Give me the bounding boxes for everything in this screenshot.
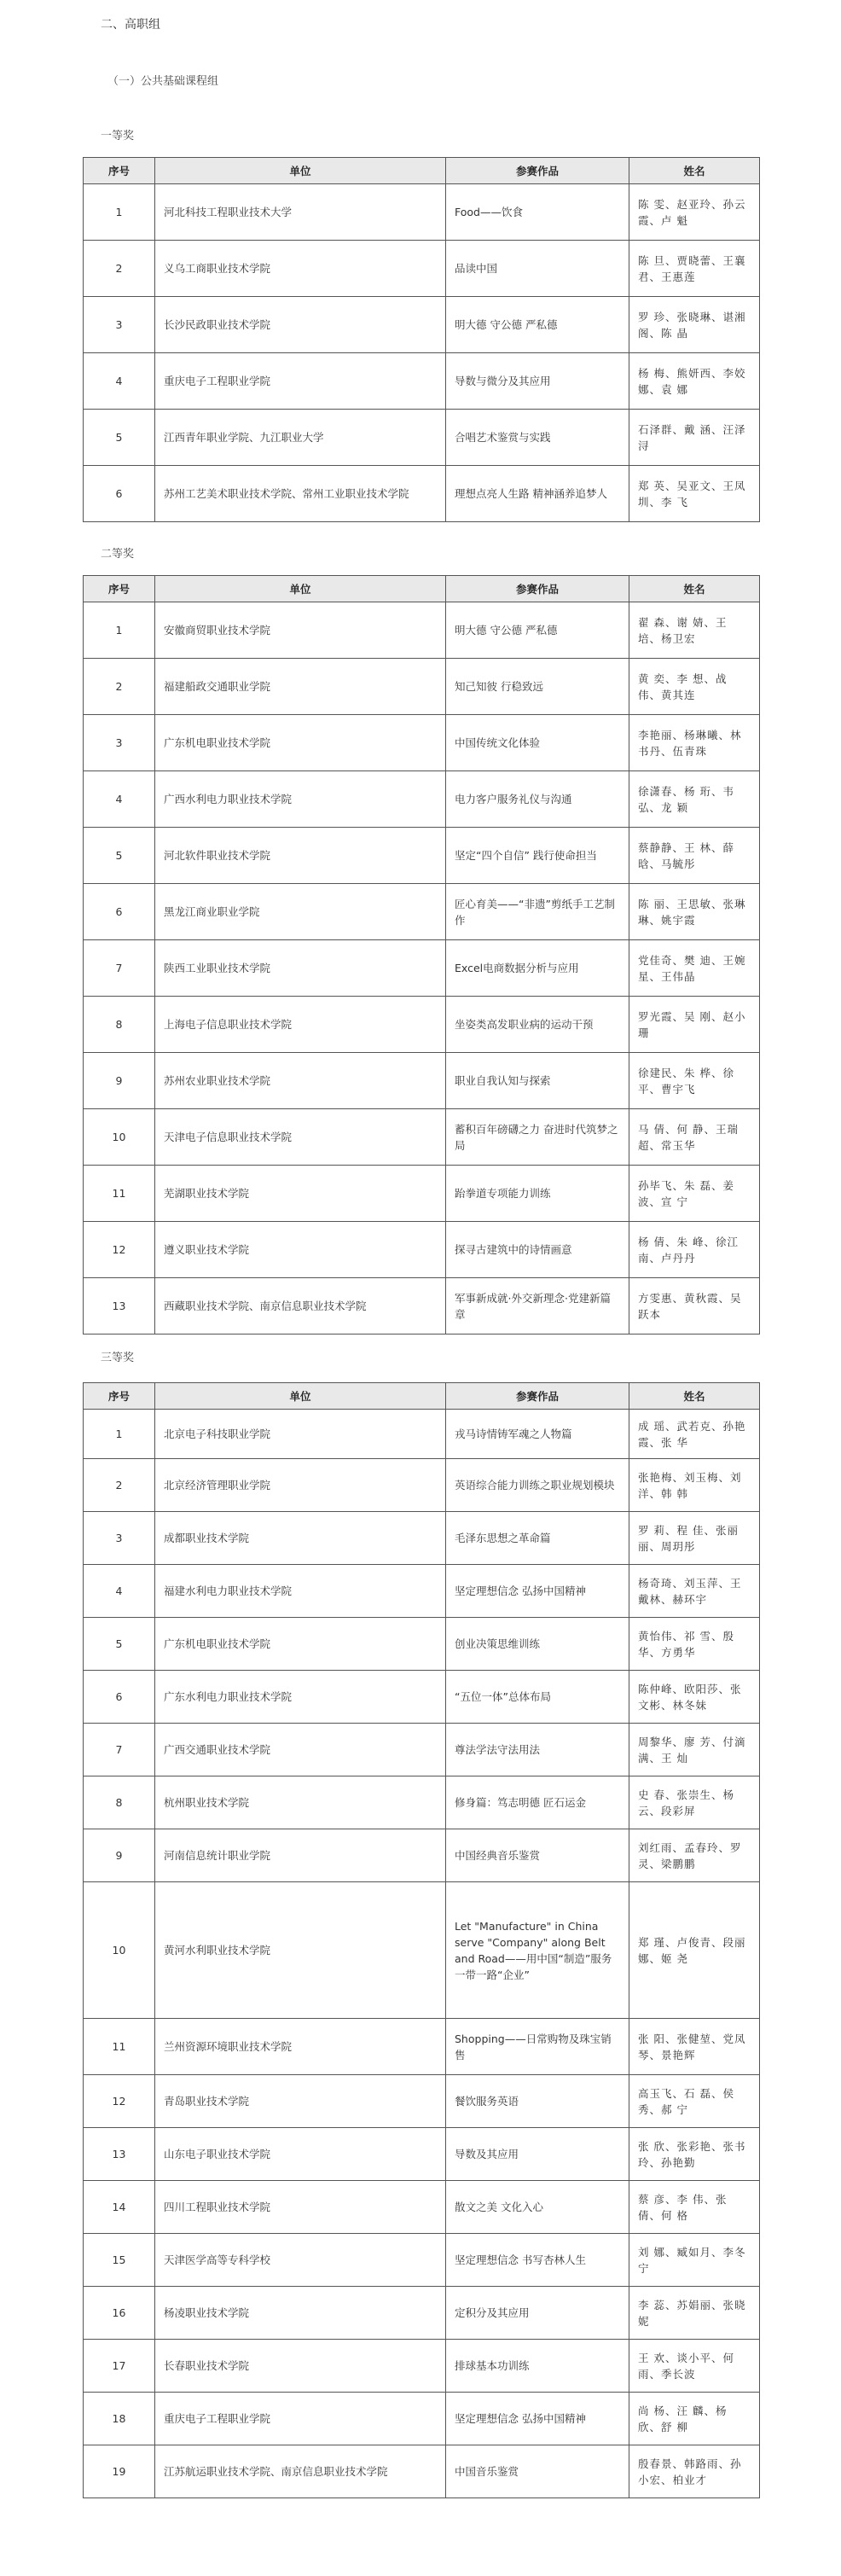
cell-work: 探寻古建筑中的诗情画意 — [446, 1222, 629, 1278]
cell-no: 8 — [84, 997, 155, 1053]
cell-work: 导数与微分及其应用 — [446, 353, 629, 410]
header-unit: 单位 — [155, 576, 446, 602]
cell-no: 10 — [84, 1882, 155, 2019]
cell-name: 刘 娜、臧如月、李冬宁 — [629, 2234, 760, 2287]
cell-work: 创业决策思维训练 — [446, 1618, 629, 1671]
cell-name: 李 蕊、苏娟丽、张晓妮 — [629, 2287, 760, 2340]
table-row — [84, 1109, 760, 1166]
table-row — [84, 2445, 760, 2498]
sub-title: （一）公共基础课程组 — [107, 75, 219, 88]
cell-name: 石泽群、戴 涵、汪泽浔 — [629, 410, 760, 466]
cell-unit: 苏州农业职业技术学院 — [155, 1053, 446, 1109]
cell-name: 徐建民、朱 桦、徐 平、曹宇飞 — [629, 1053, 760, 1109]
cell-no: 10 — [84, 1109, 155, 1166]
cell-unit: 河北软件职业技术学院 — [155, 828, 446, 884]
cell-name: 罗光霞、吴 刚、赵小珊 — [629, 997, 760, 1053]
cell-name: 李艳丽、杨琳曦、林书丹、伍青珠 — [629, 715, 760, 771]
cell-name: 张艳梅、刘玉梅、刘 洋、韩 韩 — [629, 1459, 760, 1512]
cell-work: “五位一体”总体布局 — [446, 1671, 629, 1724]
header-name: 姓名 — [629, 576, 760, 602]
cell-name: 殷春景、韩路雨、孙小宏、柏业才 — [629, 2445, 760, 2498]
cell-no: 5 — [84, 410, 155, 466]
cell-no: 8 — [84, 1776, 155, 1829]
cell-no: 7 — [84, 1724, 155, 1776]
cell-name: 陈 雯、赵亚玲、孙云霞、卢 魁 — [629, 184, 760, 241]
cell-unit: 广东机电职业技术学院 — [155, 715, 446, 771]
cell-name: 罗 珍、张晓琳、谌湘阁、陈 晶 — [629, 297, 760, 353]
cell-work: Shopping——日常购物及珠宝销售 — [446, 2019, 629, 2075]
cell-name: 陈 旦、贾晓蕾、王襄君、王惠莲 — [629, 241, 760, 297]
cell-unit: 广西水利电力职业技术学院 — [155, 771, 446, 828]
table-row — [84, 1459, 760, 1512]
cell-work: 明大德 守公德 严私德 — [446, 602, 629, 659]
cell-work: 蓄积百年磅礴之力 奋进时代筑梦之局 — [446, 1109, 629, 1166]
table-row — [84, 2393, 760, 2445]
cell-name: 张 欣、张彩艳、张书玲、孙艳勤 — [629, 2128, 760, 2181]
award-table-third — [83, 1382, 760, 2498]
cell-unit: 江西青年职业学院、九江职业大学 — [155, 410, 446, 466]
table-row — [84, 2075, 760, 2128]
header-work: 参赛作品 — [446, 1383, 629, 1410]
cell-work: Let "Manufacture" in China serve "Company" along Belt and Road——用中国“制造”服务一带一路“企业” — [446, 1882, 629, 2019]
cell-no: 9 — [84, 1053, 155, 1109]
cell-work: 军事新成就·外交新理念·党建新篇章 — [446, 1278, 629, 1335]
header-no: 序号 — [84, 158, 155, 184]
cell-unit: 河北科技工程职业技术大学 — [155, 184, 446, 241]
cell-name: 方雯惠、黄秋霞、吴跃本 — [629, 1278, 760, 1335]
table-row — [84, 2287, 760, 2340]
cell-unit: 遵义职业技术学院 — [155, 1222, 446, 1278]
table-row — [84, 184, 760, 241]
cell-no: 3 — [84, 715, 155, 771]
table-row — [84, 659, 760, 715]
table-row — [84, 1410, 760, 1459]
cell-unit: 陕西工业职业技术学院 — [155, 940, 446, 997]
table-row — [84, 715, 760, 771]
cell-no: 13 — [84, 2128, 155, 2181]
cell-work: 餐饮服务英语 — [446, 2075, 629, 2128]
table-row — [84, 1776, 760, 1829]
cell-no: 7 — [84, 940, 155, 997]
cell-no: 4 — [84, 353, 155, 410]
cell-unit: 安徽商贸职业技术学院 — [155, 602, 446, 659]
cell-work: 坐姿类高发职业病的运动干预 — [446, 997, 629, 1053]
cell-no: 5 — [84, 1618, 155, 1671]
cell-no: 13 — [84, 1278, 155, 1335]
table-row — [84, 828, 760, 884]
cell-unit: 杭州职业技术学院 — [155, 1776, 446, 1829]
table-header-row — [84, 1383, 760, 1410]
cell-no: 4 — [84, 771, 155, 828]
cell-name: 党佳奇、樊 迪、王婉星、王伟晶 — [629, 940, 760, 997]
cell-unit: 芜湖职业技术学院 — [155, 1166, 446, 1222]
cell-no: 1 — [84, 184, 155, 241]
cell-name: 翟 森、谢 婧、王 培、杨卫宏 — [629, 602, 760, 659]
table-row — [84, 1882, 760, 2019]
cell-work: 坚定理想信念 弘扬中国精神 — [446, 1565, 629, 1618]
cell-work: 尊法学法守法用法 — [446, 1724, 629, 1776]
cell-name: 黄 奕、李 想、战 伟、黄其连 — [629, 659, 760, 715]
cell-name: 高玉飞、石 磊、侯 秀、郝 宁 — [629, 2075, 760, 2128]
cell-work: 中国经典音乐鉴赏 — [446, 1829, 629, 1882]
cell-work: 戎马诗情铸军魂之人物篇 — [446, 1410, 629, 1459]
section-title: 二、高职组 — [101, 18, 160, 32]
cell-no: 19 — [84, 2445, 155, 2498]
cell-work: 中国传统文化体验 — [446, 715, 629, 771]
cell-unit: 黄河水利职业技术学院 — [155, 1882, 446, 2019]
cell-unit: 重庆电子工程职业学院 — [155, 2393, 446, 2445]
table-row — [84, 353, 760, 410]
table-row — [84, 410, 760, 466]
award-title-third: 三等奖 — [101, 1352, 135, 1364]
cell-work: Food——饮食 — [446, 184, 629, 241]
cell-unit: 黑龙江商业职业学院 — [155, 884, 446, 940]
cell-no: 5 — [84, 828, 155, 884]
cell-unit: 河南信息统计职业学院 — [155, 1829, 446, 1882]
cell-no: 1 — [84, 602, 155, 659]
table-row — [84, 1222, 760, 1278]
cell-unit: 广西交通职业技术学院 — [155, 1724, 446, 1776]
table-row — [84, 1565, 760, 1618]
table-row — [84, 771, 760, 828]
cell-unit: 天津电子信息职业技术学院 — [155, 1109, 446, 1166]
cell-unit: 青岛职业技术学院 — [155, 2075, 446, 2128]
cell-no: 12 — [84, 2075, 155, 2128]
cell-unit: 兰州资源环境职业技术学院 — [155, 2019, 446, 2075]
cell-no: 6 — [84, 1671, 155, 1724]
cell-unit: 上海电子信息职业技术学院 — [155, 997, 446, 1053]
table-row — [84, 2340, 760, 2393]
award-table-first — [83, 157, 760, 522]
cell-name: 尚 杨、汪 麟、杨 欣、舒 柳 — [629, 2393, 760, 2445]
table-row — [84, 2128, 760, 2181]
cell-no: 4 — [84, 1565, 155, 1618]
cell-name: 陈仲峰、欧阳莎、张文彬、林冬妹 — [629, 1671, 760, 1724]
cell-name: 周黎华、廖 芳、付滴满、王 灿 — [629, 1724, 760, 1776]
table-row — [84, 2019, 760, 2075]
cell-unit: 福建船政交通职业学院 — [155, 659, 446, 715]
cell-unit: 苏州工艺美术职业技术学院、常州工业职业技术学院 — [155, 466, 446, 522]
table-row — [84, 1166, 760, 1222]
cell-no: 9 — [84, 1829, 155, 1882]
cell-unit: 广东机电职业技术学院 — [155, 1618, 446, 1671]
cell-work: 坚定理想信念 弘扬中国精神 — [446, 2393, 629, 2445]
table-row — [84, 297, 760, 353]
cell-work: 坚定“四个自信” 践行使命担当 — [446, 828, 629, 884]
cell-no: 2 — [84, 241, 155, 297]
cell-name: 罗 莉、程 佳、张丽丽、周玥彤 — [629, 1512, 760, 1565]
table-row — [84, 1671, 760, 1724]
cell-work: 修身篇：笃志明德 匠石运金 — [446, 1776, 629, 1829]
cell-no: 16 — [84, 2287, 155, 2340]
header-unit: 单位 — [155, 158, 446, 184]
table-row — [84, 1618, 760, 1671]
table-row — [84, 884, 760, 940]
cell-work: 合唱艺术鉴赏与实践 — [446, 410, 629, 466]
cell-no: 18 — [84, 2393, 155, 2445]
cell-unit: 西藏职业技术学院、南京信息职业技术学院 — [155, 1278, 446, 1335]
header-name: 姓名 — [629, 1383, 760, 1410]
cell-name: 陈 丽、王思敏、张琳琳、姚宇霞 — [629, 884, 760, 940]
table-row — [84, 1278, 760, 1335]
cell-no: 14 — [84, 2181, 155, 2234]
cell-unit: 北京电子科技职业学院 — [155, 1410, 446, 1459]
cell-unit: 广东水利电力职业技术学院 — [155, 1671, 446, 1724]
cell-no: 3 — [84, 297, 155, 353]
cell-unit: 杨凌职业技术学院 — [155, 2287, 446, 2340]
cell-unit: 长春职业技术学院 — [155, 2340, 446, 2393]
cell-name: 王 欢、谈小平、何 雨、季长波 — [629, 2340, 760, 2393]
table-row — [84, 466, 760, 522]
cell-unit: 重庆电子工程职业学院 — [155, 353, 446, 410]
cell-unit: 义乌工商职业技术学院 — [155, 241, 446, 297]
cell-unit: 四川工程职业技术学院 — [155, 2181, 446, 2234]
cell-work: 明大德 守公德 严私德 — [446, 297, 629, 353]
table-row — [84, 1829, 760, 1882]
cell-no: 11 — [84, 1166, 155, 1222]
table-row — [84, 997, 760, 1053]
header-unit: 单位 — [155, 1383, 446, 1410]
cell-work: 毛泽东思想之革命篇 — [446, 1512, 629, 1565]
cell-name: 杨奇琦、刘玉萍、王戴林、赫环宇 — [629, 1565, 760, 1618]
cell-no: 17 — [84, 2340, 155, 2393]
cell-name: 刘红雨、孟春玲、罗 灵、梁鹏鹏 — [629, 1829, 760, 1882]
cell-work: 理想点亮人生路 精神涵养追梦人 — [446, 466, 629, 522]
cell-name: 马 倩、何 静、王瑞超、常玉华 — [629, 1109, 760, 1166]
cell-work: 排球基本功训练 — [446, 2340, 629, 2393]
cell-work: 坚定理想信念 书写杏林人生 — [446, 2234, 629, 2287]
cell-name: 孙毕飞、朱 磊、姜 波、宣 宁 — [629, 1166, 760, 1222]
cell-no: 3 — [84, 1512, 155, 1565]
table-header-row — [84, 158, 760, 184]
header-work: 参赛作品 — [446, 158, 629, 184]
cell-name: 徐潇春、杨 珩、韦 弘、龙 颖 — [629, 771, 760, 828]
cell-no: 2 — [84, 1459, 155, 1512]
cell-work: 中国音乐鉴赏 — [446, 2445, 629, 2498]
cell-work: 英语综合能力训练之职业规划模块 — [446, 1459, 629, 1512]
cell-unit: 山东电子职业技术学院 — [155, 2128, 446, 2181]
cell-unit: 北京经济管理职业学院 — [155, 1459, 446, 1512]
header-no: 序号 — [84, 1383, 155, 1410]
award-title-first: 一等奖 — [101, 130, 135, 142]
cell-work: 散文之美 文化入心 — [446, 2181, 629, 2234]
cell-name: 郑 英、吴亚文、王凤圳、李 飞 — [629, 466, 760, 522]
cell-name: 杨 倩、朱 峰、徐江南、卢丹丹 — [629, 1222, 760, 1278]
cell-no: 15 — [84, 2234, 155, 2287]
cell-work: Excel电商数据分析与应用 — [446, 940, 629, 997]
table-row — [84, 602, 760, 659]
cell-name: 郑 瑾、卢俊青、段丽娜、姬 尧 — [629, 1882, 760, 2019]
cell-name: 黄怡伟、祁 雪、殷 华、方勇华 — [629, 1618, 760, 1671]
cell-work: 定积分及其应用 — [446, 2287, 629, 2340]
cell-work: 跆拳道专项能力训练 — [446, 1166, 629, 1222]
cell-name: 蔡 彦、李 伟、张 倩、何 格 — [629, 2181, 760, 2234]
cell-name: 成 瑶、武若克、孙艳霞、张 华 — [629, 1410, 760, 1459]
table-row — [84, 241, 760, 297]
cell-work: 匠心育美——“非遗”剪纸手工艺制作 — [446, 884, 629, 940]
table-row — [84, 2181, 760, 2234]
table-header-row — [84, 576, 760, 602]
cell-no: 11 — [84, 2019, 155, 2075]
table-row — [84, 1512, 760, 1565]
cell-work: 职业自我认知与探索 — [446, 1053, 629, 1109]
table-row — [84, 1724, 760, 1776]
cell-name: 蔡静静、王 林、薛 晗、马毓彤 — [629, 828, 760, 884]
cell-work: 电力客户服务礼仪与沟通 — [446, 771, 629, 828]
cell-no: 2 — [84, 659, 155, 715]
table-row — [84, 1053, 760, 1109]
cell-unit: 天津医学高等专科学校 — [155, 2234, 446, 2287]
cell-no: 1 — [84, 1410, 155, 1459]
cell-work: 知己知彼 行稳致远 — [446, 659, 629, 715]
header-work: 参赛作品 — [446, 576, 629, 602]
cell-work: 品读中国 — [446, 241, 629, 297]
cell-name: 张 阳、张健堃、党凤琴、景艳辉 — [629, 2019, 760, 2075]
cell-no: 12 — [84, 1222, 155, 1278]
header-no: 序号 — [84, 576, 155, 602]
cell-no: 6 — [84, 884, 155, 940]
cell-no: 6 — [84, 466, 155, 522]
award-title-second: 二等奖 — [101, 548, 135, 561]
cell-name: 史 春、张崇生、杨 云、段彩屏 — [629, 1776, 760, 1829]
table-row — [84, 940, 760, 997]
cell-unit: 福建水利电力职业技术学院 — [155, 1565, 446, 1618]
cell-unit: 江苏航运职业技术学院、南京信息职业技术学院 — [155, 2445, 446, 2498]
award-table-second — [83, 575, 760, 1335]
cell-unit: 成都职业技术学院 — [155, 1512, 446, 1565]
cell-work: 导数及其应用 — [446, 2128, 629, 2181]
cell-name: 杨 梅、熊妍西、李姣娜、袁 娜 — [629, 353, 760, 410]
header-name: 姓名 — [629, 158, 760, 184]
cell-unit: 长沙民政职业技术学院 — [155, 297, 446, 353]
table-row — [84, 2234, 760, 2287]
